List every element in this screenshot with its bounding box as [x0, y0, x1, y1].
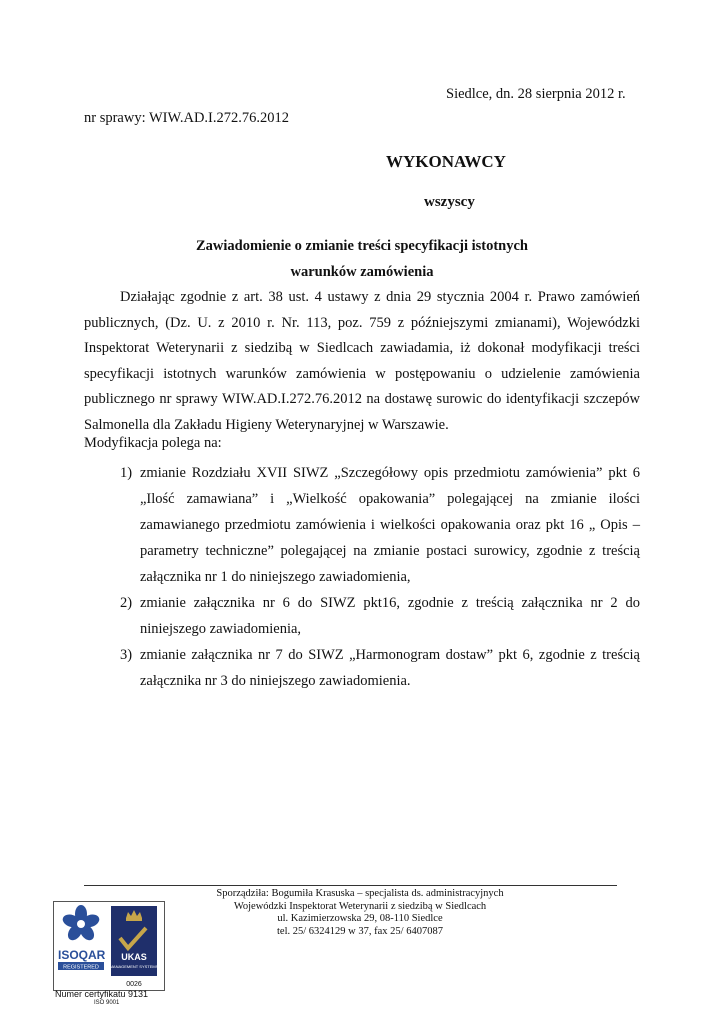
certification-logos	[54, 902, 164, 990]
list-item-text: zmianie załącznika nr 7 do SIWZ „Harmonogram dostaw” pkt 6, zgodnie z treścią załącznika nr 3 do niniejszego zawiadomienia.	[140, 647, 640, 689]
letter-date: Siedlce, dn. 28 sierpnia 2012 r.	[446, 86, 626, 102]
list-item	[120, 642, 640, 694]
main-paragraph: Działając zgodnie z art. 38 ust. 4 ustawy z dnia 29 stycznia 2004 r. Prawo zamówień publicznych, (Dz. U. z 2010 r. Nr. 113, poz. 759 z późniejszymi zmianami), Wojewódzki Inspektorat Weterynarii z siedzibą w Siedlcach zawiadamia, iż dokonał modyfikacji treści specyfikacji istotnych warunków zamówienia w postępowaniu o udzielenie zamówienia publicznego nr sprawy WIW.AD.I.272.76.2012 na dostawę surowic do identyfikacji szczepów Salmonella dla Zakładu Higieny Weterynaryjnej w Warszawie.	[84, 289, 640, 433]
case-number: nr sprawy: WIW.AD.I.272.76.2012	[84, 110, 289, 126]
list-item-text: zmianie Rozdziału XVII SIWZ „Szczegółowy opis przedmiotu zamówienia” pkt 6 „Ilość zamawiana” i „Wielkość opakowania” polegającej na zmianie ilości zamawianego przedmiotu zamówienia i wielkości opakowania oraz pkt 16 „ Opis – parametry techniczne” polegającej na zmianie postaci surowicy, zgodnie z treścią załącznika nr 1 do niniejszego zawiadomienia,	[140, 465, 640, 585]
ukas-logo	[110, 906, 159, 988]
certificate-standard: ISO 9001	[94, 1000, 120, 1006]
footer-prepared-by: Sporządziła: Bogumiła Krasuska – specjalista ds. administracyjnych	[216, 888, 504, 899]
subject	[84, 233, 640, 285]
certification-logo-box	[53, 901, 165, 991]
ukas-label: UKAS	[121, 952, 147, 962]
subject-line-2: warunków zamówienia	[290, 264, 434, 280]
footer-institution: Wojewódzki Inspektorat Weterynarii z siedzibą w Siedlcach	[233, 900, 487, 912]
list-item	[120, 460, 640, 590]
footer-divider	[84, 885, 617, 886]
footer-phone: tel. 25/ 6324129 w 37, fax 25/ 6407087	[277, 925, 443, 937]
footer	[150, 888, 570, 938]
isoqar-logo	[58, 905, 106, 971]
isoqar-star-icon	[61, 905, 101, 943]
ukas-code: 0026	[126, 981, 142, 988]
modification-list	[120, 460, 640, 694]
list-item-number: 1)	[120, 465, 133, 481]
list-item-text: zmianie załącznika nr 6 do SIWZ pkt16, zgodnie z treścią załącznika nr 2 do niniejszego zawiadomienia,	[140, 595, 640, 637]
body-text	[84, 285, 640, 439]
list-item-number: 3)	[120, 647, 133, 663]
modification-intro: Modyfikacja polega na:	[84, 435, 222, 451]
certificate-number: Numer certyfikatu 9131	[55, 989, 149, 999]
recipient: WYKONAWCY	[386, 152, 506, 171]
isoqar-label: ISOQAR	[58, 948, 106, 962]
footer-address: ul. Kazimierzowska 29, 08-110 Siedlce	[277, 913, 443, 924]
ukas-sub: MANAGEMENT SYSTEMS	[109, 964, 159, 969]
list-item-number: 2)	[120, 595, 133, 611]
recipient-sub: wszyscy	[424, 194, 475, 210]
subject-line-1: Zawiadomienie o zmianie treści specyfikacji istotnych	[196, 238, 528, 254]
isoqar-registered: REGISTERED	[63, 964, 99, 971]
list-item	[120, 590, 640, 642]
